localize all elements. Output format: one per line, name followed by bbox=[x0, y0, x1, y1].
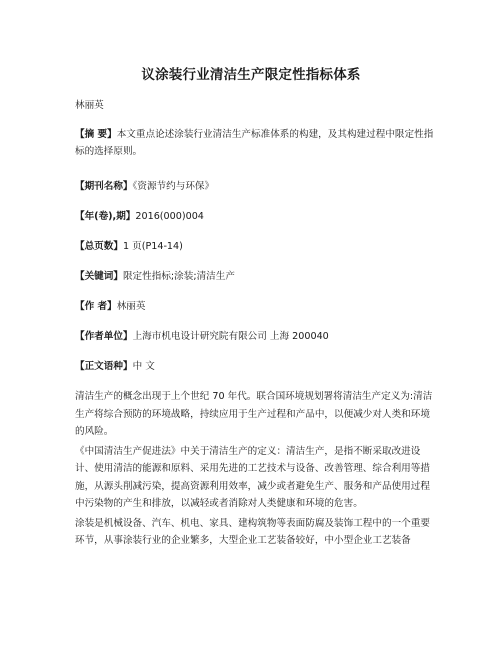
document-title: 议涂装行业清洁生产限定性指标体系 bbox=[141, 67, 361, 83]
body-paragraph-3: 涂装是机械设备、汽车、机电、家具、建构筑物等表面防腐及装饰工程中的一个重要环节，从事涂装行业的企业繁多，大型企业工艺装备较好，中小型企业工艺装备 bbox=[75, 517, 430, 546]
journal-text: 《资源节约与环保》 bbox=[132, 181, 215, 192]
abstract-field bbox=[75, 126, 437, 160]
year-issue-text: 2016(000)004 bbox=[135, 211, 204, 222]
author-label: 【作 者】 bbox=[75, 301, 117, 312]
journal-label: 【期刊名称】 bbox=[75, 181, 133, 192]
pages-text: 1 页(P14-14) bbox=[122, 241, 183, 252]
pages-label: 【总页数】 bbox=[75, 241, 123, 252]
journal-field bbox=[75, 178, 437, 195]
year-issue-field bbox=[75, 208, 437, 225]
affiliation-label: 【作者单位】 bbox=[75, 331, 133, 342]
body-paragraph-1: 清洁生产的概念出现于上个世纪 70 年代。联合国环境规划署将清洁生产定义为:清洁生产将综合预防的环境战略，持续应用于生产过程和产品中，以便减少对人类和环境的风险。 bbox=[75, 391, 433, 437]
affiliation-field bbox=[75, 328, 437, 345]
keywords-label: 【关键词】 bbox=[75, 271, 123, 282]
author-field bbox=[75, 298, 437, 315]
body-text bbox=[75, 388, 437, 552]
year-issue-label: 【年(卷),期】 bbox=[75, 211, 136, 222]
body-paragraph-2: 《中国清洁生产促进法》中关于清洁生产的定义：清洁生产，是指不断采取改进设计、使用清洁的能源和原料、采用先进的工艺技术与设备、改善管理、综合利用等措施，从源头削减污染，提高资源利用效率，减少或者避免生产、服务和产品使用过程中污染物的产生和排放，以减轻或者消除对人类健康和环境的危害。 bbox=[75, 445, 430, 509]
language-label: 【正文语种】 bbox=[75, 361, 133, 372]
affiliation-text: 上海市机电设计研究院有限公司 上海 200040 bbox=[132, 331, 329, 342]
author-text: 林丽英 bbox=[116, 301, 146, 312]
language-text: 中 文 bbox=[132, 361, 155, 372]
keywords-field bbox=[75, 268, 437, 285]
language-field bbox=[75, 358, 437, 375]
abstract-label: 【摘 要】 bbox=[75, 129, 117, 140]
abstract-text: 本文重点论述涂装行业清洁生产标准体系的构建，及其构建过程中限定性指标的选择原则。 bbox=[75, 129, 434, 157]
pages-field bbox=[75, 238, 437, 255]
author-name: 林丽英 bbox=[75, 100, 104, 111]
keywords-text: 限定性指标;涂装;清洁生产 bbox=[122, 271, 235, 282]
